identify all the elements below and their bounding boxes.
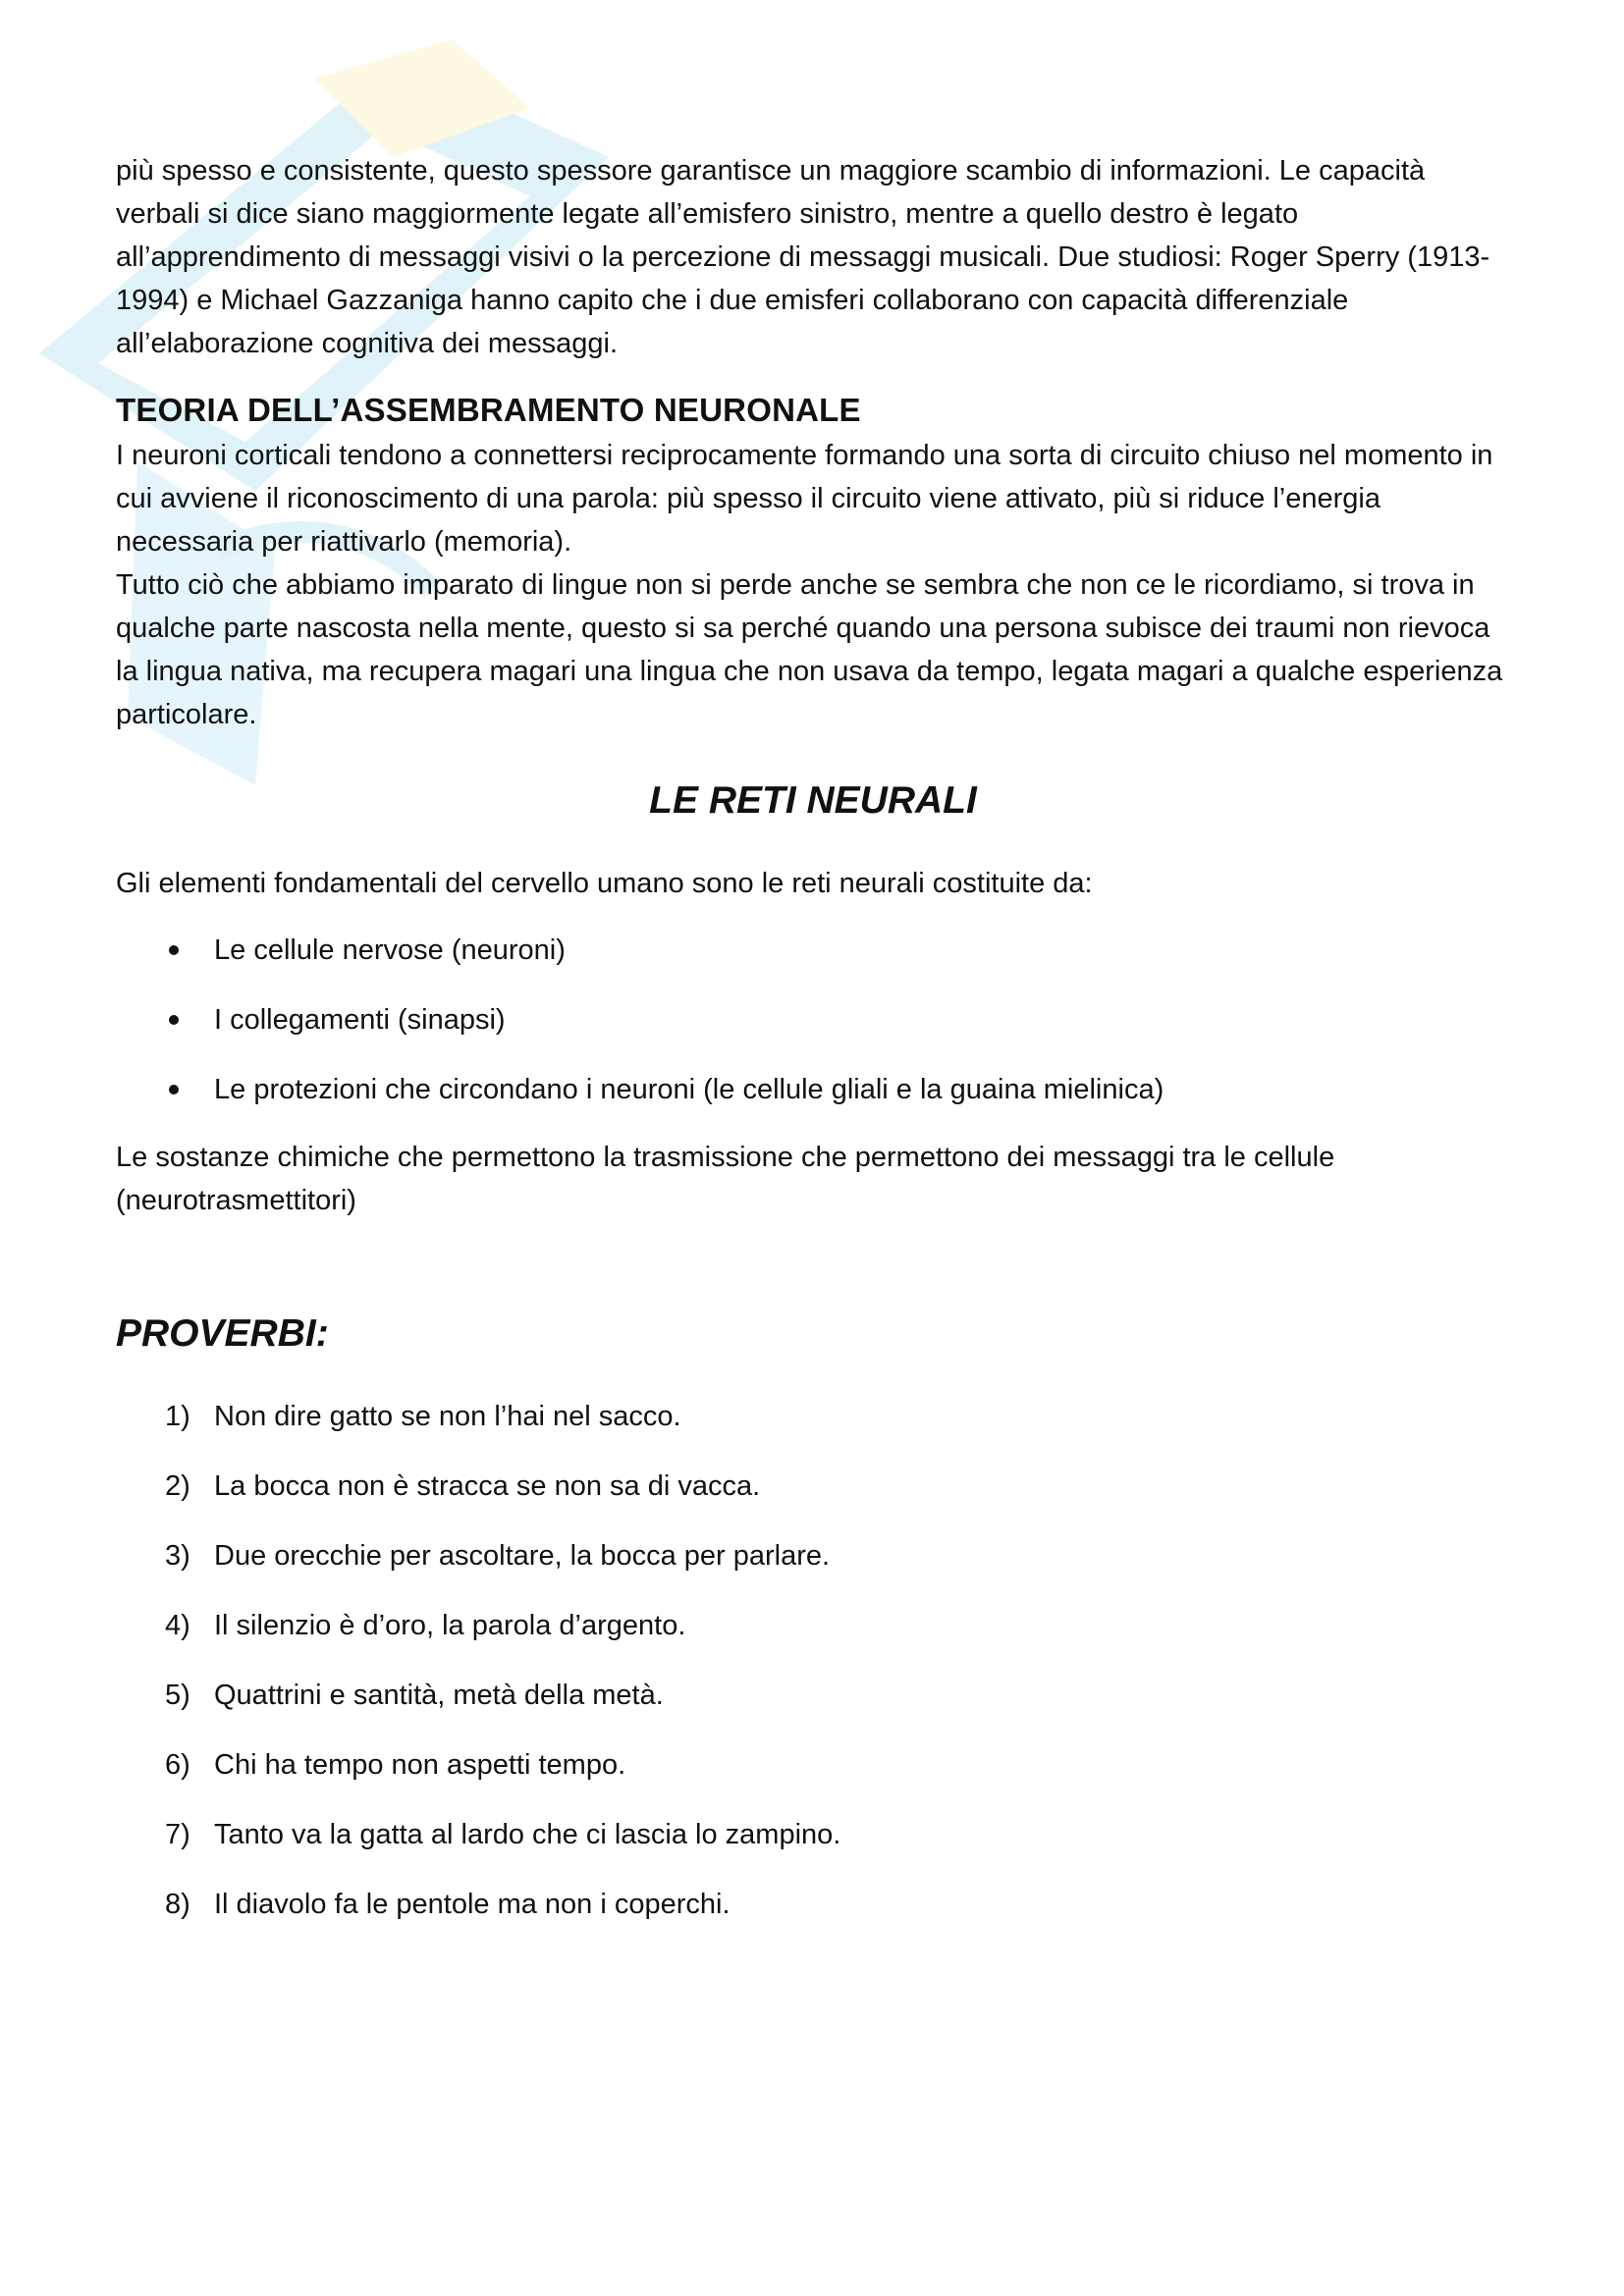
proverb-text: Il silenzio è d’oro, la parola d’argento. bbox=[214, 1610, 686, 1641]
proverbs-list bbox=[116, 1395, 1510, 1926]
theory-heading: TEORIA DELL’ASSEMBRAMENTO NEURONALE bbox=[116, 392, 861, 428]
proverb-number: 5) bbox=[165, 1680, 190, 1711]
list-item-text: Le cellule nervose (neuroni) bbox=[214, 934, 566, 966]
list-item bbox=[116, 1534, 1510, 1577]
proverb-number: 1) bbox=[165, 1401, 190, 1432]
list-item-text: I collegamenti (sinapsi) bbox=[214, 1004, 506, 1036]
theory-paragraph-2: Tutto ciò che abbiamo imparato di lingue non si perde anche se sembra che non ce le ricordiamo, si trova in qualche parte nascosta nella mente, questo si sa perché quando una persona subisce dei traumi non rievoca la lingua nativa, ma recupera magari una lingua che non usava da tempo, legata magari a qualche esperienza particolare. bbox=[116, 569, 1503, 730]
proverb-number: 8) bbox=[165, 1889, 190, 1920]
proverbs-section bbox=[116, 1307, 1510, 1926]
proverb-text: Due orecchie per ascoltare, la bocca per parlare. bbox=[214, 1540, 831, 1572]
proverb-number: 2) bbox=[165, 1470, 190, 1502]
theory-section bbox=[116, 387, 1510, 736]
list-item bbox=[116, 1068, 1510, 1111]
list-item bbox=[116, 1674, 1510, 1717]
neural-networks-section bbox=[116, 774, 1510, 1222]
proverb-text: La bocca non è stracca se non sa di vacca. bbox=[214, 1470, 761, 1502]
proverb-number: 7) bbox=[165, 1819, 190, 1850]
neural-intro-paragraph: Gli elementi fondamentali del cervello umano sono le reti neurali costituite da: bbox=[116, 868, 1093, 899]
neural-elements-list bbox=[116, 929, 1510, 1111]
proverb-number: 3) bbox=[165, 1540, 190, 1572]
neurotransmitters-paragraph: Le sostanze chimiche che permettono la trasmissione che permettono dei messaggi tra le cellule (neurotrasmettitori) bbox=[116, 1142, 1335, 1216]
list-item bbox=[116, 1465, 1510, 1508]
list-item bbox=[116, 929, 1510, 972]
bullet-icon bbox=[169, 945, 179, 955]
document-content bbox=[116, 149, 1510, 1952]
proverbs-title: PROVERBI: bbox=[116, 1312, 329, 1355]
proverb-text: Tanto va la gatta al lardo che ci lascia lo zampino. bbox=[214, 1819, 841, 1850]
list-item bbox=[116, 1743, 1510, 1787]
proverb-text: Il diavolo fa le pentole ma non i coperchi. bbox=[214, 1889, 731, 1920]
theory-paragraph-1: I neuroni corticali tendono a connettersi reciprocamente formando una sorta di circuito chiuso nel momento in cui avviene il riconoscimento di una parola: più spesso il circuito viene attivato, più si riduce l’energia necessaria per riattivarlo (memoria). bbox=[116, 440, 1493, 558]
bullet-icon bbox=[169, 1085, 179, 1095]
proverb-text: Quattrini e santità, metà della metà. bbox=[214, 1680, 664, 1711]
proverb-number: 6) bbox=[165, 1749, 190, 1781]
list-item bbox=[116, 1813, 1510, 1856]
proverb-number: 4) bbox=[165, 1610, 190, 1641]
list-item-text: Le protezioni che circondano i neuroni (le cellule gliali e la guaina mielinica) bbox=[214, 1074, 1164, 1105]
list-item bbox=[116, 1604, 1510, 1647]
list-item bbox=[116, 1395, 1510, 1438]
list-item bbox=[116, 1883, 1510, 1926]
bullet-icon bbox=[169, 1015, 179, 1025]
proverb-text: Chi ha tempo non aspetti tempo. bbox=[214, 1749, 626, 1781]
intro-paragraph: più spesso e consistente, questo spessore garantisce un maggiore scambio di informazioni. Le capacità verbali si dice siano maggiormente legate all’emisfero sinistro, mentre a quello destro è legato all’apprendimento di messaggi visivi o la percezione di messaggi musicali. Due studiosi: Roger Sperry (1913-1994) e Michael Gazzaniga hanno capito che i due emisferi collaborano con capacità differenziale all’elaborazione cognitiva dei messaggi. bbox=[116, 155, 1490, 359]
neural-networks-title: LE RETI NEURALI bbox=[649, 779, 977, 822]
list-item bbox=[116, 998, 1510, 1041]
proverb-text: Non dire gatto se non l’hai nel sacco. bbox=[214, 1401, 681, 1432]
